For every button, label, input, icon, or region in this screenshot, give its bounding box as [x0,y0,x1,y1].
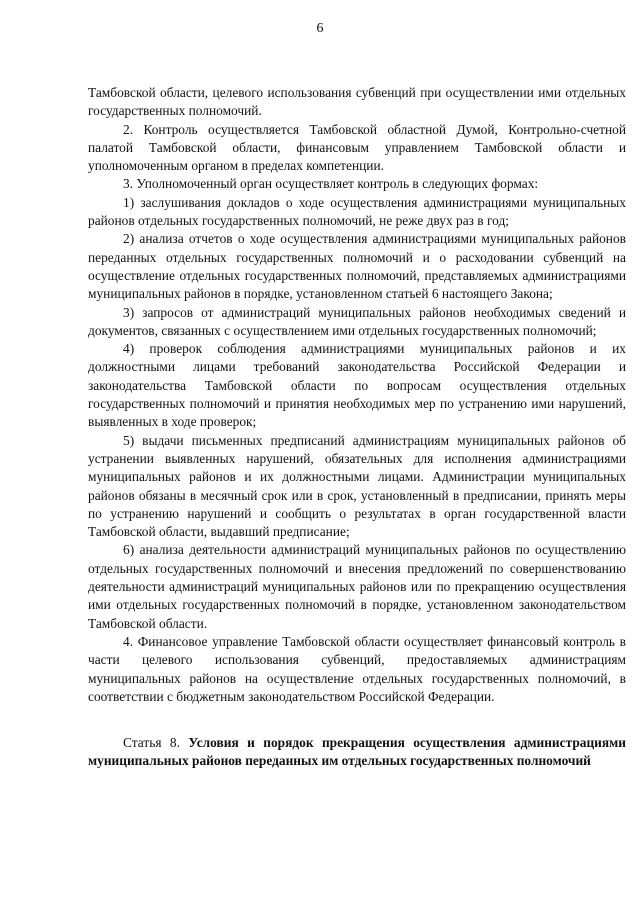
paragraph: 1) заслушивания докладов о ходе осуществления администрациями муниципальных районов отдельных государственных полномочий, не реже двух раз в год; [88,194,626,229]
article-label: Статья 8. [123,735,180,751]
page-number: 6 [316,21,324,36]
document-body [88,84,626,771]
paragraph: 4. Финансовое управление Тамбовской области осуществляет финансовый контроль в части целевого использования субвенций, предоставляемых администрациям муниципальных районов на осуществление отдельных государственных полномочий, в соответствии с бюджетным законодательством Российской Федерации. [88,633,626,704]
paragraph: 3) запросов от администраций муниципальных районов необходимых сведений и документов, связанных с осуществлением ими отдельных государственных полномочий; [88,304,626,338]
paragraph: Тамбовской области, целевого использования субвенций при осуществлении ими отдельных государственных полномочий. [88,85,626,119]
paragraph: 2. Контроль осуществляется Тамбовской областной Думой, Контрольно-счетной палатой Тамбовской области, финансовым управлением Тамбовской области и уполномоченным органом в пределах компетенции. [88,121,626,174]
paragraph: 4) проверок соблюдения администрациями муниципальных районов и их должностными лицами требований законодательства Российской Федерации и законодательства Тамбовской области по вопросам осуществления отдельных государственных полномочий и принятия необходимых мер по устранению ими нарушений, выявленных в ходе проверок; [88,341,626,430]
paragraph: 2) анализа отчетов о ходе осуществления администрациями муниципальных районов переданных отдельных государственных полномочий и о расходовании субвенций на осуществление отдельных государственных полномочий, представляемых администрациями муниципальных районов в порядке, установленном статьей 6 настоящего Закона; [88,231,626,302]
paragraph: 6) анализа деятельности администраций муниципальных районов по осуществлению отдельных государственных полномочий и внесения предложений по совершенствованию деятельности администраций муниципальных районов или по прекращению осуществления ими отдельных государственных полномочий в порядке, установленном законодательством Тамбовской области. [88,542,626,631]
paragraph: 3. Уполномоченный орган осуществляет контроль в следующих формах: [123,176,539,192]
article-title: Условия и порядок прекращения осуществления администрациями муниципальных районов переданных им отдельных государственных полномочий [88,735,626,769]
article-heading [88,734,626,771]
paragraph: 5) выдачи письменных предписаний администрациям муниципальных районов об устранении выявленных нарушений, обязательных для исполнения администрациями муниципальных районов и их должностными лицами. Администрации муниципальных районов обязаны в месячный срок или в срок, установленный в предписании, принять меры по устранению нарушений и сообщить о результатах в орган государственной власти Тамбовской области, выдавший предписание; [88,432,626,540]
